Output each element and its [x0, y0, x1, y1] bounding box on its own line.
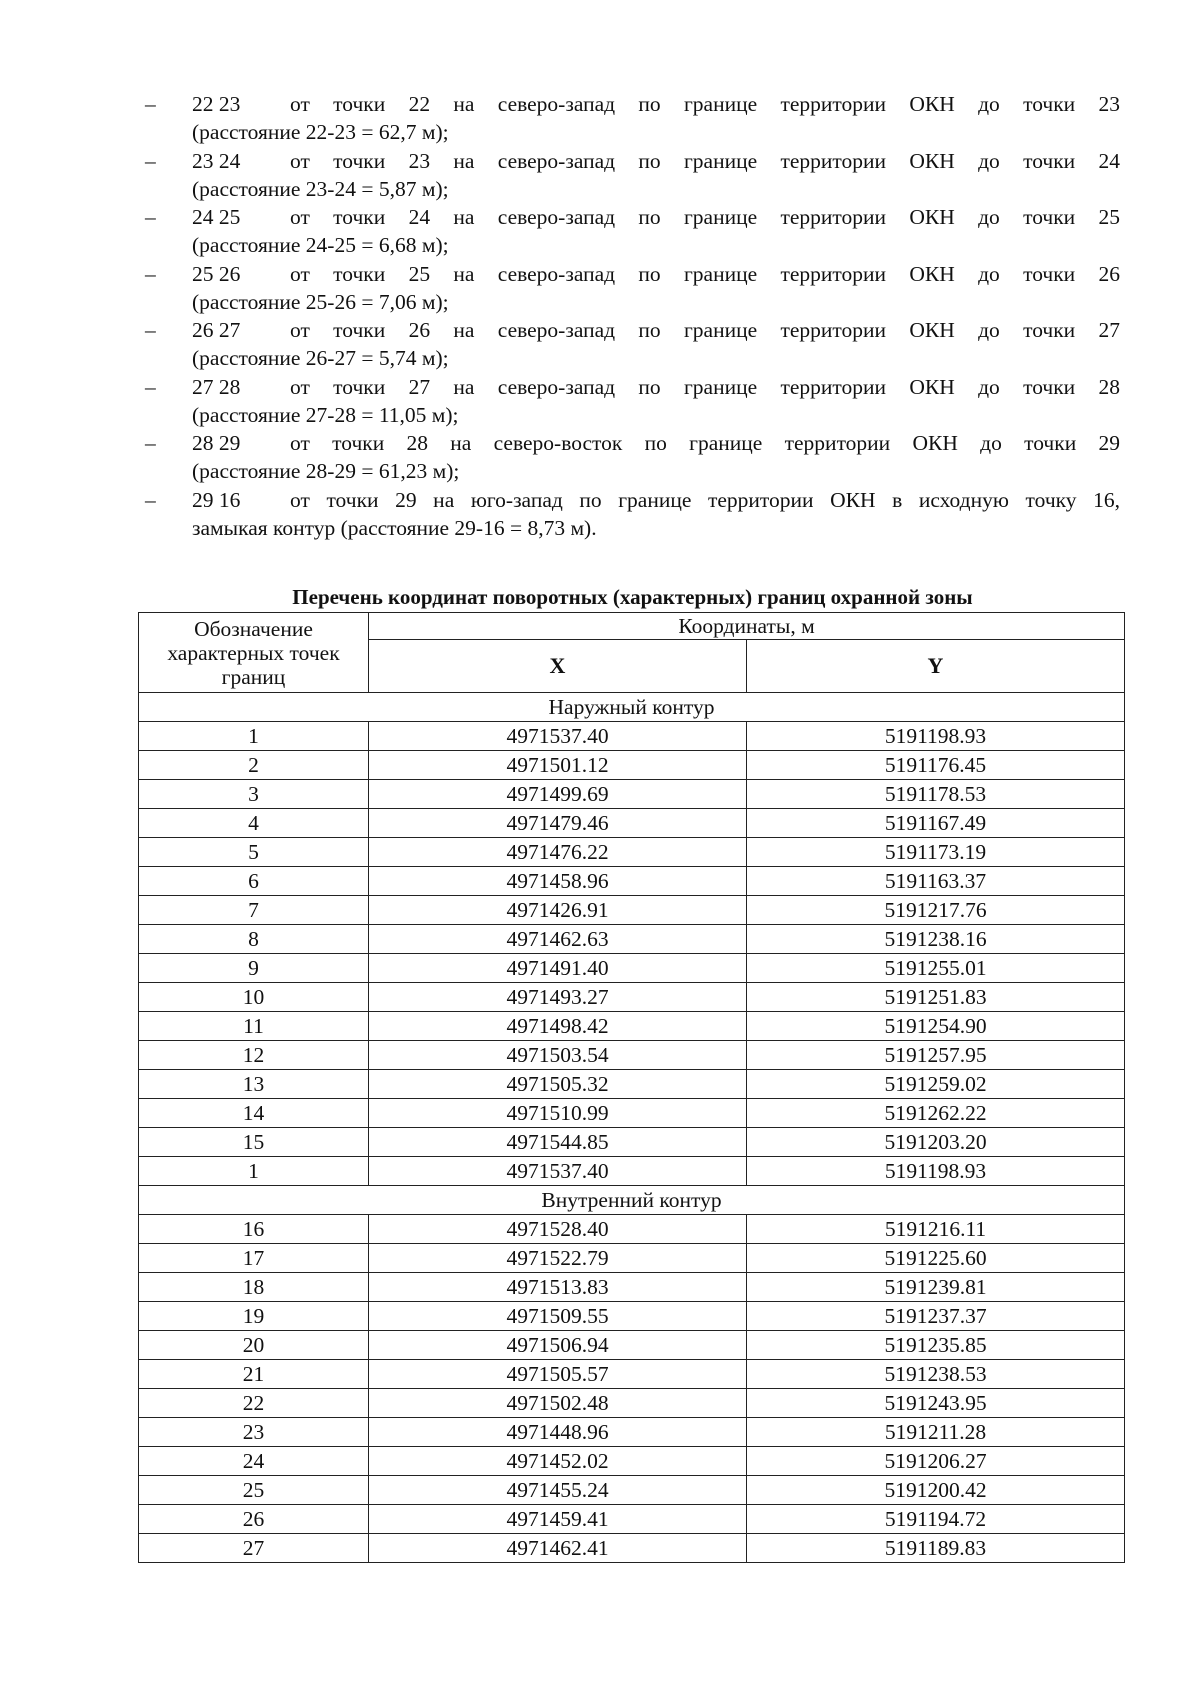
x-cell: 4971462.63 [369, 925, 747, 954]
table-row [139, 722, 1125, 751]
table-row [139, 983, 1125, 1012]
y-cell: 5191198.93 [747, 1157, 1125, 1186]
coordinates-table [138, 612, 1125, 1563]
x-cell: 4971476.22 [369, 838, 747, 867]
point-cell: 12 [139, 1041, 369, 1070]
y-cell: 5191203.20 [747, 1128, 1125, 1157]
table-row [139, 838, 1125, 867]
point-cell: 13 [139, 1070, 369, 1099]
segment-item [145, 90, 1120, 146]
table-row [139, 896, 1125, 925]
y-cell: 5191262.22 [747, 1099, 1125, 1128]
x-cell: 4971506.94 [369, 1331, 747, 1360]
table-row [139, 1418, 1125, 1447]
segment-text: от точки 24 на северо-запад по границе территории ОКН до точки 25 [290, 205, 1120, 229]
table-row [139, 1447, 1125, 1476]
x-cell: 4971499.69 [369, 780, 747, 809]
y-cell: 5191167.49 [747, 809, 1125, 838]
x-cell: 4971459.41 [369, 1505, 747, 1534]
y-cell: 5191225.60 [747, 1244, 1125, 1273]
y-cell: 5191200.42 [747, 1476, 1125, 1505]
point-cell: 8 [139, 925, 369, 954]
header-x: X [369, 640, 747, 693]
segment-text: от точки 23 на северо-запад по границе территории ОКН до точки 24 [290, 148, 1120, 173]
table-row [139, 1157, 1125, 1186]
table-row [139, 1012, 1125, 1041]
segment-code: 28 29 [192, 431, 241, 455]
segment-code: 22 23 [192, 92, 241, 116]
point-cell: 23 [139, 1418, 369, 1447]
x-cell: 4971522.79 [369, 1244, 747, 1273]
segment-text: от точки 29 на юго-запад по границе территории ОКН в исходную точку 16, [290, 487, 1120, 512]
segment-code: 25 26 [192, 261, 241, 286]
table-row [139, 780, 1125, 809]
x-cell: 4971493.27 [369, 983, 747, 1012]
x-cell: 4971498.42 [369, 1012, 747, 1041]
table-row [139, 1041, 1125, 1070]
segment-distance: замыкая контур (расстояние 29-16 = 8,73 м). [192, 515, 597, 540]
list-dash: – [145, 318, 156, 342]
table-title: Перечень координат поворотных (характерных) границ охранной зоны [292, 585, 973, 609]
segment-code: 27 28 [192, 374, 241, 399]
segment-distance: (расстояние 25-26 = 7,06 м); [192, 289, 449, 314]
y-cell: 5191173.19 [747, 838, 1125, 867]
coordinates-table-body [139, 693, 1125, 1563]
segment-item [145, 316, 1120, 372]
x-cell: 4971448.96 [369, 1418, 747, 1447]
point-cell: 3 [139, 780, 369, 809]
point-cell: 1 [139, 1157, 369, 1186]
table-row [139, 1273, 1125, 1302]
point-cell: 25 [139, 1476, 369, 1505]
segment-code: 23 24 [192, 148, 241, 173]
y-cell: 5191259.02 [747, 1070, 1125, 1099]
table-row [139, 1389, 1125, 1418]
x-cell: 4971505.32 [369, 1070, 747, 1099]
x-cell: 4971501.12 [369, 751, 747, 780]
section-row [139, 1186, 1125, 1215]
list-dash: – [145, 431, 156, 455]
segment-distance: (расстояние 23-24 = 5,87 м); [192, 176, 449, 201]
segment-distance: (расстояние 24-25 = 6,68 м); [192, 233, 449, 257]
list-dash: – [145, 148, 156, 173]
point-cell: 6 [139, 867, 369, 896]
segment-item [145, 486, 1120, 542]
point-cell: 21 [139, 1360, 369, 1389]
segment-text: от точки 26 на северо-запад по границе территории ОКН до точки 27 [290, 318, 1120, 342]
table-row [139, 1360, 1125, 1389]
list-dash: – [145, 261, 156, 286]
y-cell: 5191194.72 [747, 1505, 1125, 1534]
x-cell: 4971544.85 [369, 1128, 747, 1157]
x-cell: 4971513.83 [369, 1273, 747, 1302]
x-cell: 4971528.40 [369, 1215, 747, 1244]
y-cell: 5191216.11 [747, 1215, 1125, 1244]
segment-item [145, 373, 1120, 429]
segment-item [145, 260, 1120, 316]
x-cell: 4971491.40 [369, 954, 747, 983]
point-cell: 1 [139, 722, 369, 751]
y-cell: 5191189.83 [747, 1534, 1125, 1563]
point-cell: 16 [139, 1215, 369, 1244]
segment-item [145, 147, 1120, 203]
x-cell: 4971510.99 [369, 1099, 747, 1128]
y-cell: 5191251.83 [747, 983, 1125, 1012]
header-points: Обозначение характерных точек границ [139, 613, 369, 693]
point-cell: 15 [139, 1128, 369, 1157]
x-cell: 4971458.96 [369, 867, 747, 896]
x-cell: 4971503.54 [369, 1041, 747, 1070]
segment-code: 29 16 [192, 487, 241, 512]
y-cell: 5191238.16 [747, 925, 1125, 954]
list-dash: – [145, 205, 156, 229]
section-title: Внутренний контур [139, 1186, 1125, 1215]
y-cell: 5191206.27 [747, 1447, 1125, 1476]
y-cell: 5191257.95 [747, 1041, 1125, 1070]
segment-text: от точки 22 на северо-запад по границе территории ОКН до точки 23 [290, 92, 1120, 116]
table-row [139, 1534, 1125, 1563]
x-cell: 4971537.40 [369, 1157, 747, 1186]
y-cell: 5191235.85 [747, 1331, 1125, 1360]
table-row [139, 867, 1125, 896]
point-cell: 4 [139, 809, 369, 838]
point-cell: 10 [139, 983, 369, 1012]
x-cell: 4971462.41 [369, 1534, 747, 1563]
x-cell: 4971479.46 [369, 809, 747, 838]
point-cell: 19 [139, 1302, 369, 1331]
x-cell: 4971537.40 [369, 722, 747, 751]
y-cell: 5191211.28 [747, 1418, 1125, 1447]
segment-code: 26 27 [192, 318, 241, 342]
list-dash: – [145, 487, 156, 512]
x-cell: 4971452.02 [369, 1447, 747, 1476]
segment-distance: (расстояние 22-23 = 62,7 м); [192, 120, 449, 144]
segment-text: от точки 25 на северо-запад по границе территории ОКН до точки 26 [290, 261, 1120, 286]
point-cell: 17 [139, 1244, 369, 1273]
segment-distance: (расстояние 28-29 = 61,23 м); [192, 459, 460, 483]
x-cell: 4971505.57 [369, 1360, 747, 1389]
table-row [139, 1505, 1125, 1534]
y-cell: 5191176.45 [747, 751, 1125, 780]
point-cell: 14 [139, 1099, 369, 1128]
y-cell: 5191238.53 [747, 1360, 1125, 1389]
segment-distance: (расстояние 26-27 = 5,74 м); [192, 346, 449, 370]
segment-list [145, 90, 1120, 542]
table-row [139, 809, 1125, 838]
point-cell: 5 [139, 838, 369, 867]
x-cell: 4971426.91 [369, 896, 747, 925]
y-cell: 5191198.93 [747, 722, 1125, 751]
point-cell: 11 [139, 1012, 369, 1041]
y-cell: 5191178.53 [747, 780, 1125, 809]
table-row [139, 1476, 1125, 1505]
section-title: Наружный контур [139, 693, 1125, 722]
segment-text: от точки 27 на северо-запад по границе территории ОКН до точки 28 [290, 374, 1120, 399]
table-row [139, 1302, 1125, 1331]
segment-text: от точки 28 на северо-восток по границе территории ОКН до точки 29 [290, 431, 1120, 455]
list-dash: – [145, 92, 156, 116]
table-row [139, 751, 1125, 780]
y-cell: 5191239.81 [747, 1273, 1125, 1302]
x-cell: 4971502.48 [369, 1389, 747, 1418]
y-cell: 5191163.37 [747, 867, 1125, 896]
segment-item [145, 203, 1120, 259]
point-cell: 27 [139, 1534, 369, 1563]
y-cell: 5191255.01 [747, 954, 1125, 983]
list-dash: – [145, 374, 156, 399]
x-cell: 4971509.55 [369, 1302, 747, 1331]
table-row [139, 1244, 1125, 1273]
table-row [139, 1099, 1125, 1128]
segment-distance: (расстояние 27-28 = 11,05 м); [192, 402, 459, 427]
y-cell: 5191237.37 [747, 1302, 1125, 1331]
table-row [139, 1331, 1125, 1360]
x-cell: 4971455.24 [369, 1476, 747, 1505]
table-row [139, 1070, 1125, 1099]
point-cell: 7 [139, 896, 369, 925]
table-row [139, 954, 1125, 983]
point-cell: 18 [139, 1273, 369, 1302]
header-coordinates: Координаты, м [369, 613, 1125, 640]
point-cell: 2 [139, 751, 369, 780]
point-cell: 9 [139, 954, 369, 983]
point-cell: 26 [139, 1505, 369, 1534]
y-cell: 5191217.76 [747, 896, 1125, 925]
segment-code: 24 25 [192, 205, 241, 229]
point-cell: 24 [139, 1447, 369, 1476]
point-cell: 20 [139, 1331, 369, 1360]
table-row [139, 1215, 1125, 1244]
y-cell: 5191243.95 [747, 1389, 1125, 1418]
section-row [139, 693, 1125, 722]
y-cell: 5191254.90 [747, 1012, 1125, 1041]
segment-item [145, 429, 1120, 485]
header-y: Y [747, 640, 1125, 693]
table-row [139, 1128, 1125, 1157]
table-row [139, 925, 1125, 954]
point-cell: 22 [139, 1389, 369, 1418]
